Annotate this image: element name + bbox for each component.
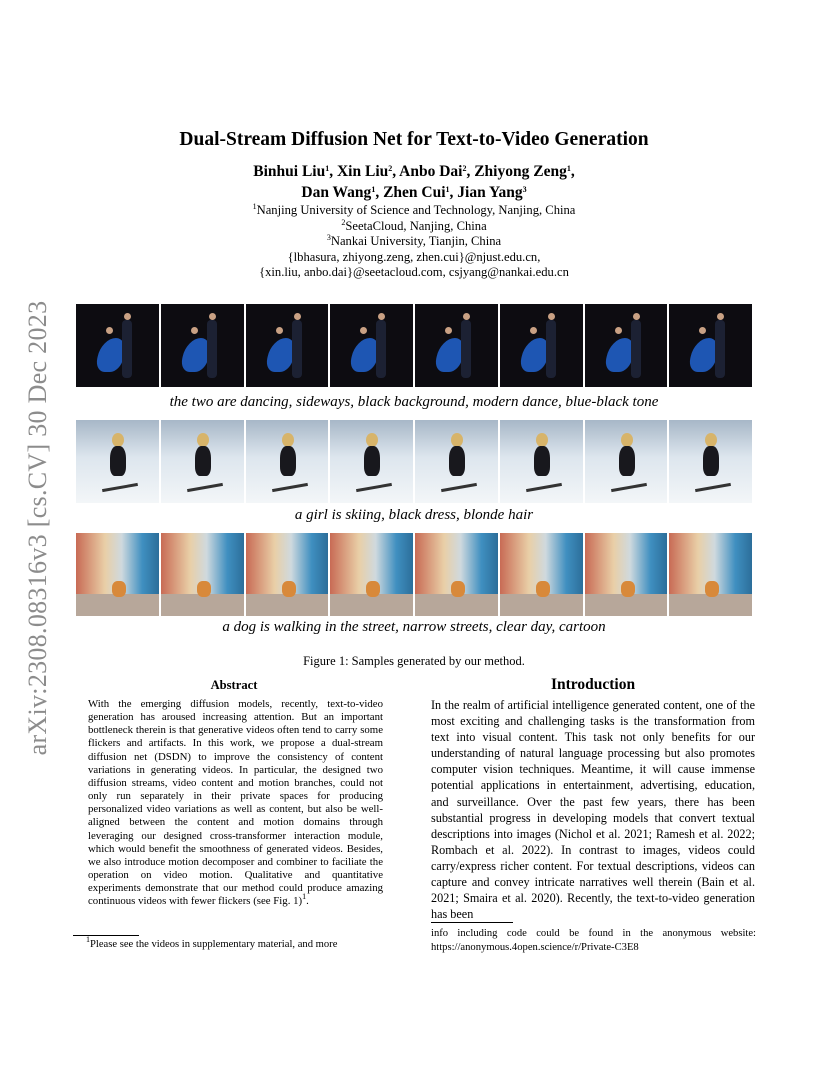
video-frame	[500, 420, 583, 503]
video-frame	[500, 304, 583, 387]
paper-title: Dual-Stream Diffusion Net for Text-to-Video Generation	[179, 129, 649, 150]
arxiv-stamp: arXiv:2308.08316v3 [cs.CV] 30 Dec 2023	[23, 300, 52, 756]
author-affil-mark: 1	[445, 185, 450, 194]
video-frame	[246, 304, 329, 387]
affiliation-text: Nankai University, Tianjin, China	[330, 234, 502, 248]
abstract-text-end: .	[306, 895, 309, 908]
video-frame	[161, 420, 244, 503]
video-frame	[76, 304, 159, 387]
figure-row-caption: the two are dancing, sideways, black background, modern dance, blue-black tone	[169, 394, 659, 410]
author-name: , Zhiyong Zeng	[466, 163, 567, 180]
video-frame	[415, 304, 498, 387]
author-name: , Xin Liu	[329, 163, 389, 180]
figure-row-caption: a dog is walking in the street, narrow streets, clear day, cartoon	[222, 619, 606, 635]
video-frame	[161, 533, 244, 616]
affiliation-text: SeetaCloud, Nanjing, China	[345, 218, 487, 233]
video-frame	[330, 420, 413, 503]
email-line-2: {xin.liu, anbo.dai}@seetacloud.com, csjyang@nankai.edu.cn	[259, 265, 569, 279]
affil-mark: 2	[341, 217, 346, 227]
video-frame	[669, 420, 752, 503]
author-list	[0, 161, 828, 203]
video-frame	[76, 420, 159, 503]
video-frame	[669, 533, 752, 616]
affiliations	[0, 203, 828, 281]
video-frame	[161, 304, 244, 387]
video-frame	[76, 533, 159, 616]
affil-mark: 3	[326, 233, 331, 242]
affiliation-3	[0, 234, 828, 250]
author-affil-mark: 3	[522, 185, 527, 194]
author-separator: ,	[570, 163, 575, 180]
affiliation-text: Nanjing University of Science and Technology, Nanjing, China	[256, 203, 576, 217]
author-affil-mark: 1	[325, 164, 330, 173]
footnote-rule	[73, 935, 139, 936]
footnote-mark: 1	[302, 892, 307, 902]
figure-row-dance	[76, 304, 752, 387]
video-frame	[246, 420, 329, 503]
video-frame	[246, 533, 329, 616]
email-line-1: {lbhasura, zhiyong.zeng, zhen.cui}@njust.edu.cn,	[287, 249, 541, 264]
figure-caption: Figure 1: Samples generated by our method.	[303, 654, 525, 668]
video-frame	[330, 304, 413, 387]
author-affil-mark: 2	[388, 164, 393, 173]
footnote-left	[73, 935, 398, 951]
figure-row-ski	[76, 420, 752, 503]
author-affil-mark: 1	[371, 185, 376, 194]
author-name: , Zhen Cui	[375, 184, 446, 201]
author-name: Dan Wang	[301, 184, 372, 201]
video-frame	[585, 533, 668, 616]
author-line-2	[0, 182, 828, 203]
footnote-rule	[431, 922, 513, 923]
video-frame	[669, 304, 752, 387]
author-name: , Jian Yang	[449, 184, 523, 201]
affiliation-2	[0, 219, 828, 235]
author-affil-mark: 2	[462, 164, 467, 173]
footnote-right: info including code could be found in the anonymous website: https://anonymous.4open.science/r/Private-C3E8	[431, 928, 756, 953]
video-frame	[415, 533, 498, 616]
video-frame	[330, 533, 413, 616]
footnote-mark: 1	[86, 935, 90, 944]
affiliation-1	[0, 203, 828, 219]
video-frame	[500, 533, 583, 616]
introduction-body: In the realm of artificial intelligence generated content, one of the most exciting and challenging tasks is the transformation from text into visual content. This task not only benefits for our understanding of natural language processing but also promotes computer vision techniques. Meantime, it will cause immense potential applications in entertainment, advertising, education, and surveillance. Over the past few years, there has been substantial progress in developing models that convert textual descriptions into images (Nichol et al. 2021; Ramesh et al. 2022; Rombach et al. 2022). In contrast to images, videos could carry/express richer content. For textual descriptions, videos can capture and convey intricate narratives well therein (Bain et al. 2021; Smaira et al. 2020). Recently, the text-to-video generation has been	[431, 698, 755, 922]
author-line-1	[0, 161, 828, 182]
author-name: , Anbo Dai	[392, 163, 463, 180]
abstract-text: With the emerging diffusion models, recently, text-to-video generation has aroused increasing attention. But an important bottleneck therein is that generative videos often tend to carry some flickers and artifacts. In this work, we propose a dual-stream diffusion net (DSDN) to improve the consistency of content variations in generating videos. In particular, the designed two diffusion streams, video content and motion branches, could not only run separately in their private spaces for producing personalized video variations as well as content, but also be well-aligned between the content and motion domains through leveraging our designed cross-transformer interaction module, which would benefit the smoothness of generated videos. Besides, we also introduce motion decomposer and combiner to faciliate the operation on video motion. Qualitative and quantitative experiments demonstrate that our method could produce amazing continuous videos with fewer flickers (see Fig. 1)	[88, 698, 383, 908]
video-frame	[585, 420, 668, 503]
abstract-body	[88, 698, 383, 909]
introduction-heading: Introduction	[550, 676, 636, 693]
figure-row-street	[76, 533, 752, 616]
video-frame	[585, 304, 668, 387]
author-affil-mark: 1	[566, 164, 571, 173]
author-name: Binhui Liu	[253, 163, 326, 180]
figure-row-caption: a girl is skiing, black dress, blonde hair	[294, 507, 534, 523]
affil-mark: 1	[252, 202, 257, 211]
video-frame	[415, 420, 498, 503]
abstract-heading: Abstract	[210, 678, 258, 692]
footnote-text: Please see the videos in supplementary material, and more	[90, 939, 338, 950]
